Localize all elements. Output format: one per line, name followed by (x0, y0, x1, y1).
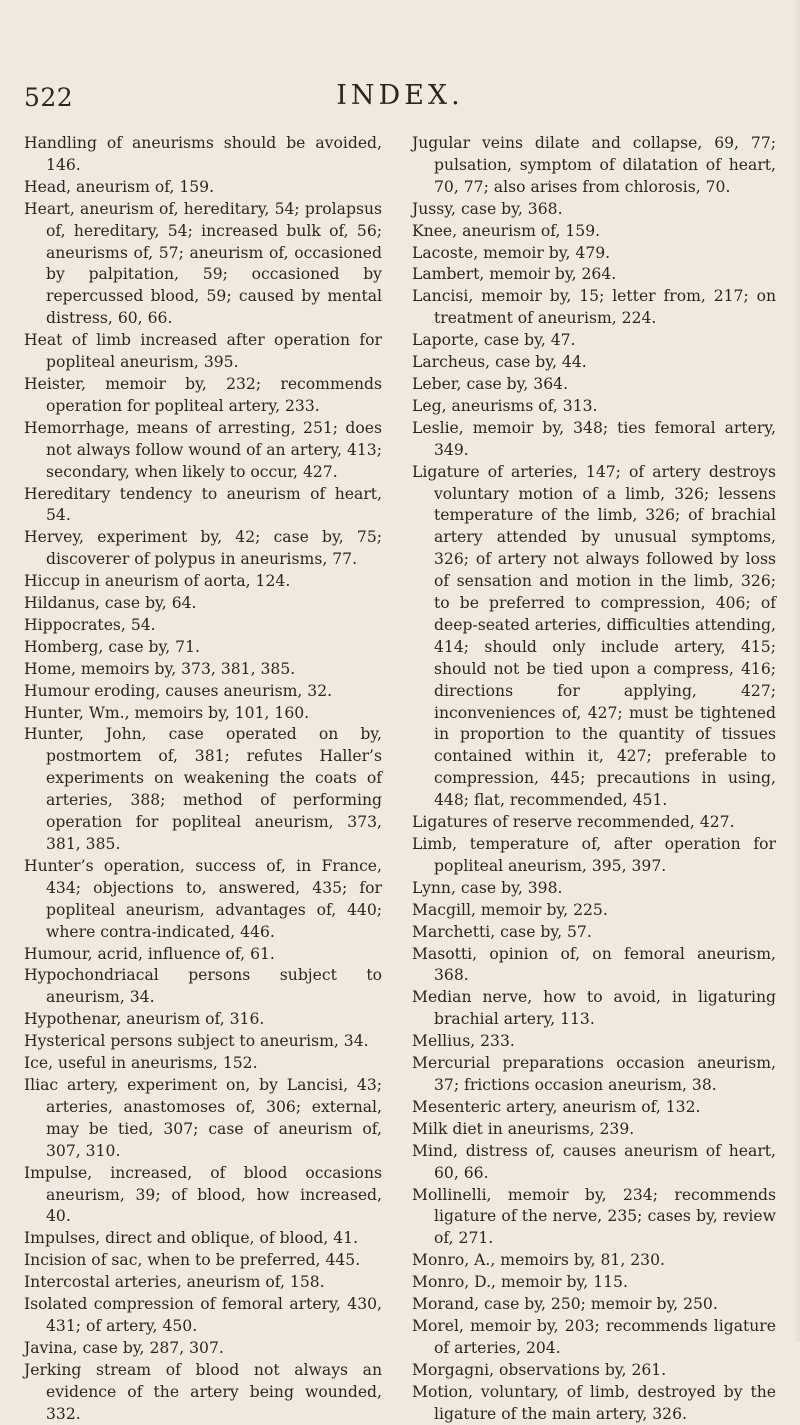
index-entry: Hunter, Wm., memoirs by, 101, 160. (24, 703, 310, 722)
index-entry: Hypothenar, aneurism of, 316. (24, 1010, 265, 1029)
index-entry: Leber, case by, 364. (412, 374, 569, 393)
index-entry: Masotti, opinion of, on femoral aneurism, 368. (412, 944, 776, 985)
index-entry: Mesenteric artery, aneurism of, 132. (412, 1097, 701, 1116)
page-edge (794, 0, 800, 1342)
page-title: INDEX. (336, 80, 464, 111)
index-column-left (24, 133, 382, 1425)
index-entry: Monro, A., memoirs by, 81, 230. (412, 1251, 665, 1270)
index-entry: Hypochondriacal persons subject to aneurism, 34. (24, 966, 382, 1007)
index-entry: Morand, case by, 250; memoir by, 250. (412, 1295, 718, 1314)
index-entry: Milk diet in aneurisms, 239. (412, 1119, 635, 1138)
index-entry: Hereditary tendency to aneurism of heart, 54. (24, 484, 382, 525)
index-entry: Ligature of arteries, 147; of artery destroys voluntary motion of a limb, 326; lessens temperature of the limb, 326; of brachial artery attended by unusual symptoms, 326; of artery not always followed by loss of sensation and motion in the limb, 326; to be preferred to compression, 406; of deep-seated arteries, difficulties attending, 414; should only include artery, 415; should not be tied upon a compress, 416; directions for applying, 427; inconveniences of, 427; must be tightened in proportion to the quantity of tissues contained within it, 427; preferable to compression, 445; precautions in using, 448; flat, recommended, 451. (412, 462, 776, 810)
index-entry: Mellius, 233. (412, 1032, 515, 1051)
index-entry: Jugular veins dilate and collapse, 69, 77; pulsation, symptom of dilatation of heart, 70, 77; also arises from chlorosis, 70. (412, 134, 776, 196)
page-number: 522 (24, 83, 74, 112)
index-entry: Monro, D., memoir by, 115. (412, 1273, 628, 1292)
index-entry: Heister, memoir by, 232; recommends operation for popliteal artery, 233. (24, 374, 382, 415)
index-entry: Larcheus, case by, 44. (412, 353, 587, 372)
index-entry: Mollinelli, memoir by, 234; recommends ligature of the nerve, 235; cases by, review of, 271. (412, 1185, 776, 1248)
index-entry: Hervey, experiment by, 42; case by, 75; discoverer of polypus in aneurisms, 77. (24, 528, 382, 569)
index-entry: Heart, aneurism of, hereditary, 54; prolapsus of, hereditary, 54; increased bulk of, 56; aneurisms of, 57; aneurism of, occasioned by palpitation, 59; occasioned by repercussed blood, 59; caused by mental distress, 60, 66. (24, 199, 382, 328)
index-entry: Intercostal arteries, aneurism of, 158. (24, 1273, 325, 1292)
index-entry: Knee, aneurism of, 159. (412, 221, 601, 240)
index-entry: Impulses, direct and oblique, of blood, 41. (24, 1229, 359, 1248)
index-entry: Hippocrates, 54. (24, 615, 156, 634)
index-entry: Ligatures of reserve recommended, 427. (412, 813, 735, 832)
index-entry: Heat of limb increased after operation for popliteal aneurism, 395. (24, 331, 382, 372)
index-entry: Mind, distress of, causes aneurism of heart, 60, 66. (412, 1141, 776, 1182)
index-entry: Head, aneurism of, 159. (24, 177, 215, 196)
index-entry: Lynn, case by, 398. (412, 878, 563, 897)
index-entry: Macgill, memoir by, 225. (412, 900, 608, 919)
index-entry: Javina, case by, 287, 307. (24, 1338, 224, 1357)
index-entry: Motion, voluntary, of limb, destroyed by the ligature of the main artery, 326. (412, 1382, 776, 1423)
index-entry: Median nerve, how to avoid, in ligaturing brachial artery, 113. (412, 988, 776, 1029)
index-entry: Humour eroding, causes aneurism, 32. (24, 681, 333, 700)
index-entry: Laporte, case by, 47. (412, 331, 576, 350)
index-entry: Lambert, memoir by, 264. (412, 265, 617, 284)
index-entry: Mercurial preparations occasion aneurism, 37; frictions occasion aneurism, 38. (412, 1054, 776, 1094)
index-entry: Limb, temperature of, after operation for popliteal aneurism, 395, 397. (412, 835, 776, 875)
index-entry: Handling of aneurisms should be avoided, 146. (24, 134, 382, 174)
index-entry: Hysterical persons subject to aneurism, 34. (24, 1032, 369, 1051)
index-entry: Hunter’s operation, success of, in France, 434; objections to, answered, 435; for popliteal aneurism, advantages of, 440; where contra-indicated, 446. (24, 856, 382, 941)
index-entry: Humour, acrid, influence of, 61. (24, 944, 275, 963)
index-entry: Home, memoirs by, 373, 381, 385. (24, 659, 296, 678)
index-entry: Leslie, memoir by, 348; ties femoral artery, 349. (412, 418, 776, 459)
index-entry: Homberg, case by, 71. (24, 637, 200, 656)
index-entry: Marchetti, case by, 57. (412, 922, 592, 941)
index-entry: Impulse, increased, of blood occasions aneurism, 39; of blood, how increased, 40. (24, 1163, 382, 1226)
index-entry: Morgagni, observations by, 261. (412, 1360, 667, 1379)
index-entry: Leg, aneurisms of, 313. (412, 396, 598, 415)
index-entry: Lacoste, memoir by, 479. (412, 243, 611, 262)
index-entry: Jussy, case by, 368. (412, 199, 563, 218)
index-entry: Hiccup in aneurism of aorta, 124. (24, 572, 291, 591)
index-entry: Hunter, John, case operated on by, postmortem of, 381; refutes Haller’s experiments on weakening the coats of arteries, 388; method of performing operation for popliteal aneurism, 373, 381, 385. (24, 725, 382, 853)
index-entry: Ice, useful in aneurisms, 152. (24, 1054, 258, 1073)
index-entry: Isolated compression of femoral artery, 430, 431; of artery, 450. (24, 1295, 382, 1335)
index-entry: Incision of sac, when to be preferred, 445. (24, 1251, 361, 1270)
index-entry: Morel, memoir by, 203; recommends ligature of arteries, 204. (412, 1316, 776, 1357)
index-entry: Iliac artery, experiment on, by Lancisi, 43; arteries, anastomoses of, 306; external, may be tied, 307; case of aneurism of, 307, 310. (24, 1075, 382, 1160)
index-entry: Hemorrhage, means of arresting, 251; does not always follow wound of an artery, 413; secondary, when likely to occur, 427. (24, 418, 382, 481)
index-entry: Lancisi, memoir by, 15; letter from, 217; on treatment of aneurism, 224. (412, 287, 776, 328)
index-entry: Jerking stream of blood not always an evidence of the artery being wounded, 332. (24, 1360, 382, 1423)
index-column-right (412, 133, 776, 1425)
index-entry: Hildanus, case by, 64. (24, 594, 197, 613)
